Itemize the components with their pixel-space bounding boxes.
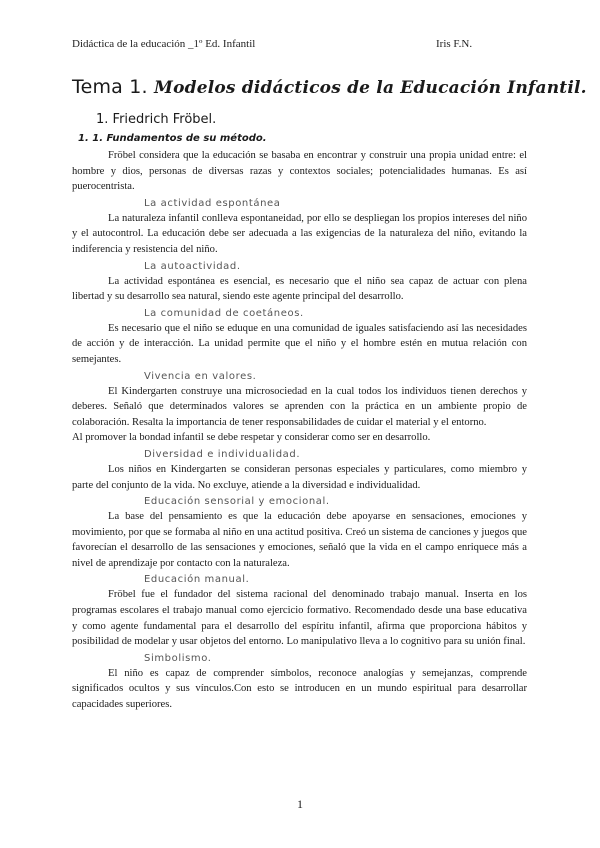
topic-heading: La comunidad de coetáneos. (144, 307, 304, 319)
title-main: Modelos didácticos de la Educación Infantil. (154, 78, 587, 98)
header-course: Didáctica de la educación _1º Ed. Infantil (72, 38, 256, 50)
topic-paragraph: La naturaleza infantil conlleva espontaneidad, por ello se despliegan los propios intereses del niño y el autocontrol. La educación debe ser adecuada a las exigencias de la naturaleza del niño, evitando la indiferencia y resistencia del niño. (72, 212, 527, 255)
topic-paragraph: El Kindergarten construye una microsociedad en la cual todos los individuos tienen derechos y deberes. Señaló que determinados valores se aprenden con la práctica en un ambiente propio de colaboración. Resalta la importancia de tener responsabilidades de cuidar el material y el entorno. (72, 385, 527, 428)
topic-heading: Vivencia en valores. (144, 370, 257, 382)
intro-paragraph: Fröbel considera que la educación se basaba en encontrar y construir una propia unidad entre: el hombre y dios, personas de diversas razas y contextos sociales; potencialidades humanas. Es así puerocentrista. (72, 150, 527, 193)
title-prefix: Tema 1. (72, 76, 148, 98)
topic-heading: La actividad espontánea (144, 197, 281, 209)
page-number: 1 (297, 797, 303, 811)
content-blocks (72, 197, 527, 713)
topic-paragraph: El niño es capaz de comprender símbolos, reconoce analogías y semejanzas, comprende significados ocultos y sus vínculos.Con esto se introducen en un mundo espiritual para desarrollar capacidades superiores. (72, 667, 527, 711)
topic-paragraph: Fröbel fue el fundador del sistema racional del denominado trabajo manual. Inserta en los programas escolares el trabajo manual como ejercicio formativo. Recomendado desde una base educativa y como agente fundamental para el desarrollo del espíritu infantil, afirma que proporciona hábitos y posibilidad de modelar y usar objetos del entorno. Lo manipulativo lleva a lo cognitivo para su unión final. (72, 589, 527, 648)
section-heading: 1. Friedrich Fröbel. (96, 112, 217, 127)
page-title (72, 76, 587, 98)
topic-heading: Diversidad e individualidad. (144, 448, 301, 460)
document-body (72, 148, 527, 713)
topic-heading: Educación sensorial y emocional. (144, 496, 330, 508)
topic-extra-paragraph: Al promover la bondad infantil se debe respetar y considerar como ser en desarrollo. (72, 432, 431, 444)
topic-heading: Educación manual. (144, 574, 250, 586)
topic-paragraph: La base del pensamiento es que la educación debe apoyarse en sensaciones, emociones y movimiento, por que se formaba al niño en una actitud positiva. Creó un sistema de canciones y juegos que favorecían el desarrollo de las sensaciones y emociones, señaló que la vida en el campo enriquece más a nivel de aprendizaje por contacto con la naturaleza. (72, 511, 527, 569)
subsection-heading: 1. 1. Fundamentos de su método. (78, 133, 267, 144)
topic-heading: La autoactividad. (144, 260, 241, 272)
topic-paragraph: Es necesario que el niño se eduque en una comunidad de iguales satisfaciendo así las necesidades de acción y de interacción. La unidad permite que el niño y el hombre estén en mutua relación con semejantes. (72, 322, 527, 365)
topic-heading: Simbolismo. (144, 652, 212, 664)
topic-paragraph: La actividad espontánea es esencial, es necesario que el niño sea capaz de actuar con plena libertad y su desarrollo sea natural, siendo este agente principal del desarrollo. (72, 275, 527, 303)
topic-paragraph: Los niños en Kindergarten se consideran personas especiales y particulares, como miembro y parte del conjunto de la vida. No excluye, atiende a la diversidad e individualidad. (72, 463, 527, 491)
header-author: Iris F.N. (436, 38, 473, 50)
